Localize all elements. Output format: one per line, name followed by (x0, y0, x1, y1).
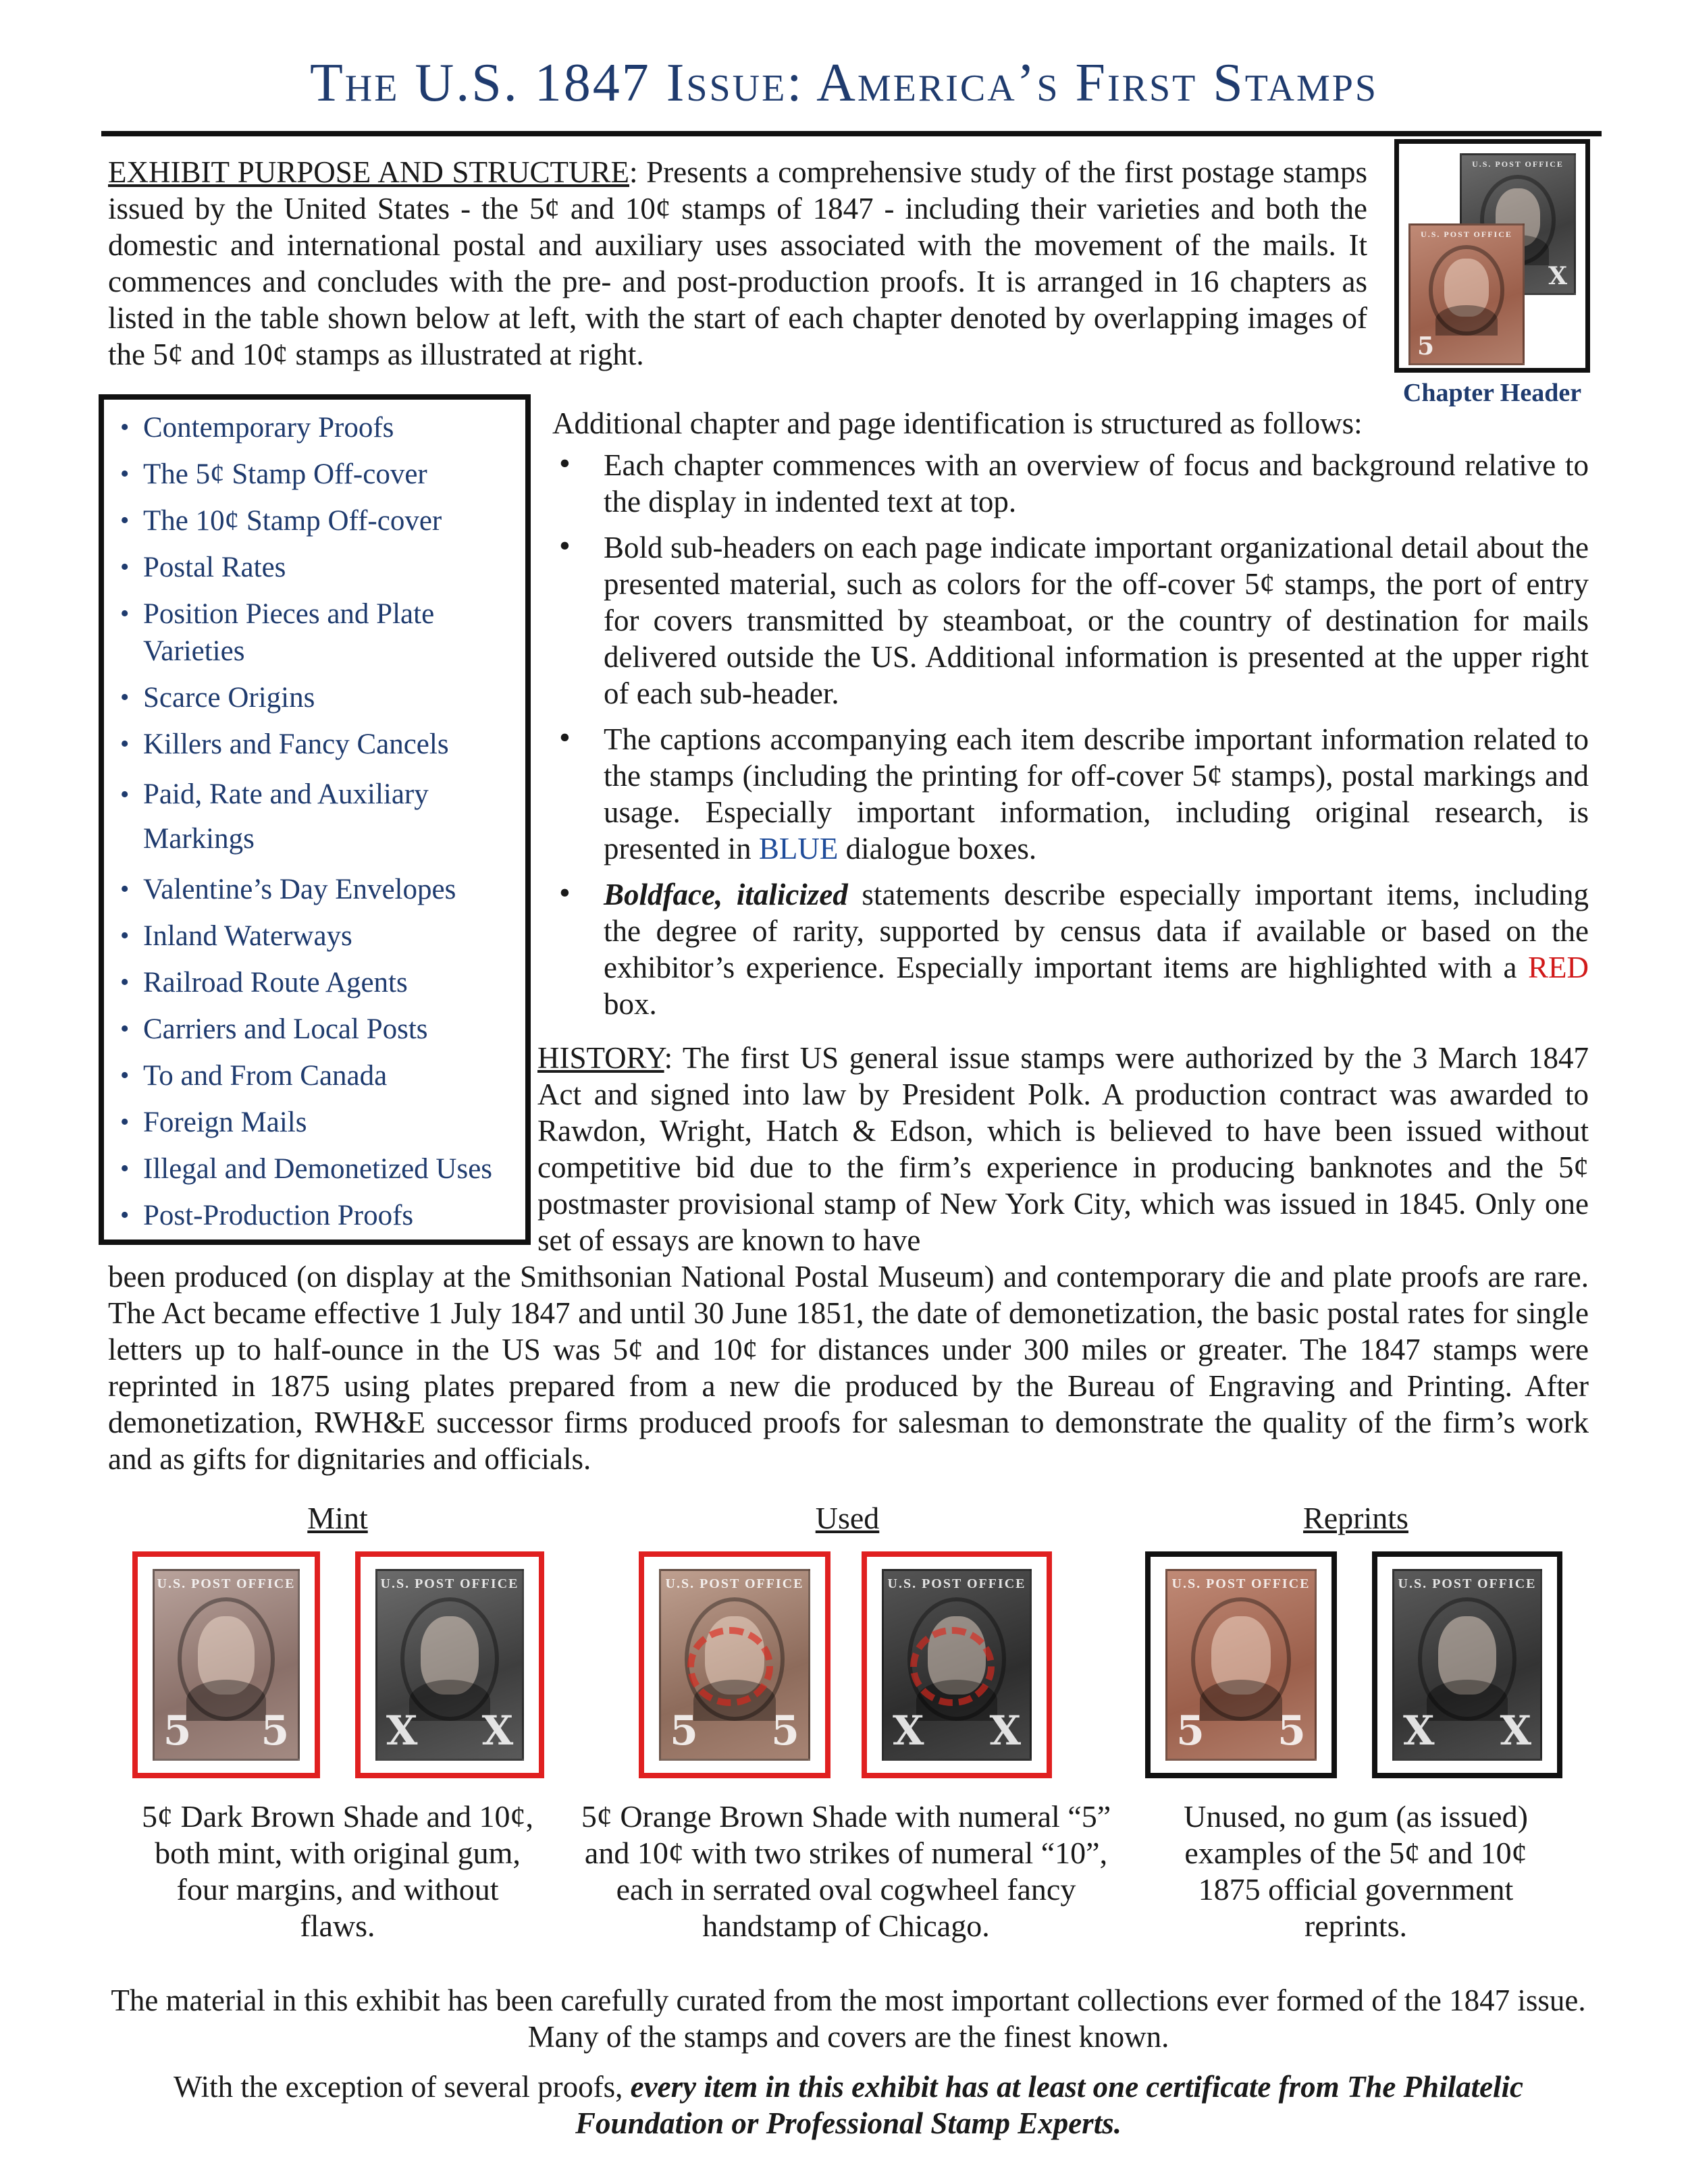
history-text: The first US general issue stamps were authorized by the 3 March 1847 Act and signed into law by President Polk. A production contract was awarded to Rawdon, Wright, Hatch & Edson, which is believed to have been issued without competitive bid due to the firm’s experience in producing banknotes and the 5¢ postmaster provisional stamp of New York City, which was issued in 1845. Only one set of essays are known to have (537, 1041, 1589, 1257)
reprint-5c-stamp: U.S. POST OFFICE 5 5 (1145, 1551, 1337, 1778)
used-10c-stamp: U.S. POST OFFICE X X (862, 1551, 1052, 1778)
history-colon: : (664, 1041, 673, 1075)
structure-bullet (552, 876, 1589, 1022)
closing-certificate (108, 2069, 1589, 2141)
history-label: HISTORY (537, 1041, 664, 1075)
mint-5c-stamp: U.S. POST OFFICE 5 5 (132, 1551, 320, 1778)
mint-caption: 5¢ Dark Brown Shade and 10¢, both mint, with original gum, four margins, and without flaws. (142, 1799, 534, 1943)
page-title: The U.S. 1847 Issue: America’s First Stamps (309, 53, 1379, 113)
closing-curation: The material in this exhibit has been carefully curated from the most important collections ever formed of the 1847 issue. Many of the stamps and covers are the finest known. (111, 1983, 1586, 2054)
chapters-table (99, 394, 531, 1245)
chapter-item: • Foreign Mails (117, 1104, 516, 1141)
bullet-text: The captions accompanying each item describe important information related to the stamps (including the printing for off-cover 5¢ stamps), postal markings and usage. Especially important information, including original research, is presented in (604, 722, 1589, 865)
chapter-header-image (1394, 139, 1590, 373)
chapter-item: • Killers and Fancy Cancels (117, 726, 516, 763)
bullet-text: box. (604, 987, 657, 1021)
chapter-item: • The 10¢ Stamp Off-cover (117, 502, 516, 539)
structure-bullets (552, 447, 1589, 1032)
closing-certificate-text: With the exception of several proofs, (173, 2070, 631, 2104)
bullet-text: statements describe especially important items, including the degree of rarity, supported by census data if available or based on the exhibitor’s experience. Especially important items are highlighted with a (604, 878, 1589, 984)
chapter-header-caption: Chapter Header (1402, 379, 1582, 407)
title-divider (101, 131, 1602, 136)
chapter-item: • Carriers and Local Posts (117, 1011, 516, 1048)
history-paragraph-continued: been produced (on display at the Smithsonian National Postal Museum) and contemporary die and plate proofs are rare. The Act became effective 1 July 1847 and until 30 June 1851, the date of demonetization, the basic postal rates for single letters up to half-ounce in the US was 5¢ and 10¢ for distances under 300 miles or greater. The 1847 stamps were reprinted in 1875 using plates prepared from a new die produced by the Bureau of Engraving and Printing. After demonetization, RWH&E successor firms produced proofs for salesman to demonstrate the quality of the firm’s work and as gifts for dignitaries and officials. (108, 1260, 1589, 1476)
blue-keyword: BLUE (758, 832, 839, 865)
reprints-label: Reprints (1303, 1501, 1408, 1535)
purpose-text: Presents a comprehensive study of the first postage stamps issued by the United States - the 5¢ and 10¢ stamps of 1847 - including their varieties and both the domestic and international postal and auxiliary uses associated with the movement of the mails. It commences and concludes with the pre- and post-production proofs. It is arranged in 16 chapters as listed in the table shown below at left, with the start of each chapter denoted by overlapping images of the 5¢ and 10¢ stamps as illustrated at right. (108, 155, 1367, 371)
mint-label: Mint (307, 1501, 368, 1535)
history-paragraph (537, 1040, 1589, 1258)
bold-italic-keyword: Boldface, italicized (604, 878, 848, 911)
structure-bullet (552, 447, 1589, 520)
chapter-item: • Contemporary Proofs (117, 409, 516, 446)
used-5c-stamp: U.S. POST OFFICE 5 5 (639, 1551, 830, 1778)
chapter-item: • Inland Waterways (117, 917, 516, 955)
chapter-item: • Post-Production Proofs (117, 1197, 516, 1234)
purpose-label: EXHIBIT PURPOSE AND STRUCTURE (108, 155, 629, 189)
reprints-caption: Unused, no gum (as issued) examples of the 5¢ and 10¢ 1875 official government reprints. (1184, 1799, 1528, 1943)
bullet-text: Bold sub-headers on each page indicate important organizational detail about the presented material, such as colors for the off-cover 5¢ stamps, the port of entry for covers transmitted by steamboat, or the country of destination for mails delivered outside the US. Additional information is presented at the upper right of each sub-header. (604, 531, 1589, 710)
structure-bullet (552, 529, 1589, 712)
closing-certificate-emphasis: every item in this exhibit has at least one certificate from The Philatelic Foundation or Professional Stamp Experts. (575, 2070, 1524, 2140)
purpose-colon: : (629, 155, 638, 189)
chapter-item: • Railroad Route Agents (117, 964, 516, 1001)
chapter-item: • Illegal and Demonetized Uses (117, 1150, 516, 1188)
mint-10c-stamp: U.S. POST OFFICE X X (355, 1551, 544, 1778)
red-keyword: RED (1528, 951, 1589, 984)
bullet-text: Each chapter commences with an overview of focus and background relative to the display in indented text at top. (604, 448, 1589, 518)
used-label: Used (815, 1501, 880, 1535)
chapter-item: • Paid, Rate and Auxiliary Markings (117, 772, 516, 861)
chapter-item: • Position Pieces and Plate Varieties (117, 595, 516, 670)
chapter-item: • Valentine’s Day Envelopes (117, 871, 516, 908)
used-caption: 5¢ Orange Brown Shade with numeral “5” and 10¢ with two strikes of numeral “10”, each in serrated oval cogwheel fancy handstamp of Chicago. (581, 1799, 1111, 1943)
structure-intro: Additional chapter and page identification is structured as follows: (552, 406, 1363, 440)
purpose-paragraph (108, 154, 1367, 373)
chapter-header-stamp-5: U.S. POST OFFICE 5 (1408, 223, 1525, 365)
chapters-list (117, 409, 516, 1244)
bullet-text: dialogue boxes. (838, 832, 1037, 865)
reprint-10c-stamp: U.S. POST OFFICE X X (1372, 1551, 1562, 1778)
chapter-item: • Postal Rates (117, 549, 516, 586)
chapter-header-stamp-10: U.S. POST OFFICE X (1460, 153, 1576, 295)
chapter-item: • To and From Canada (117, 1057, 516, 1094)
chapter-item: • Scarce Origins (117, 679, 516, 716)
structure-bullet (552, 721, 1589, 867)
chapter-item: • The 5¢ Stamp Off-cover (117, 456, 516, 493)
